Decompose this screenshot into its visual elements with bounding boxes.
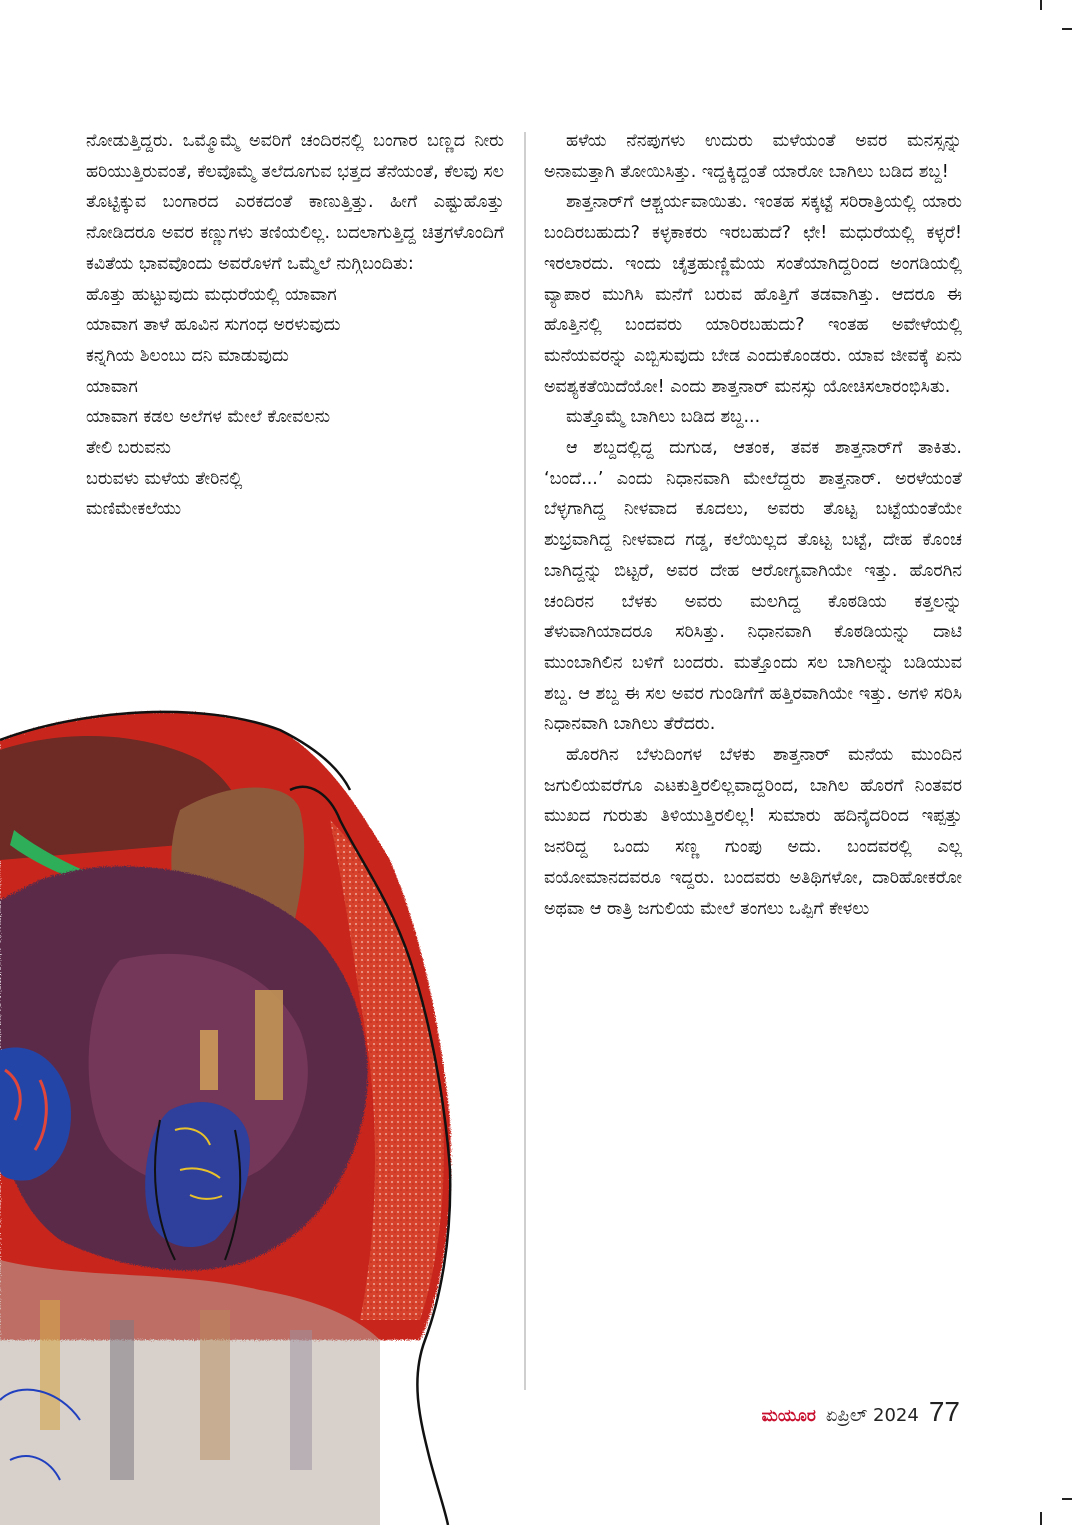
page-footer [762,1396,960,1428]
paragraph: ಆ ಶಬ್ದದಲ್ಲಿದ್ದ ದುಗುಡ, ಆತಂಕ, ತವಕ ಶಾತ್ತನಾರ್‌ಗೆ ತಾಕಿತು. ‘ಬಂದೆ...’ ಎಂದು ನಿಧಾನವಾಗಿ ಮೇಲೆದ್ದರು ಶಾತ್ತನಾರ್. ಅರಳೆಯಂತೆ ಬೆಳ್ಳಗಾಗಿದ್ದ ನೀಳವಾದ ಕೂದಲು, ಅವರು ತೊಟ್ಟ ಬಟ್ಟೆಯಂತೆಯೇ ಶುಭ್ರವಾಗಿದ್ದ ನೀಳವಾದ ಗಡ್ಡ, ಕಲೆಯಿಲ್ಲದ ತೊಟ್ಟ ಬಟ್ಟೆ, ದೇಹ ಕೊಂಚ ಬಾಗಿದ್ದನ್ನು ಬಿಟ್ಟರೆ, ಅವರ ದೇಹ ಆರೋಗ್ಯವಾಗಿಯೇ ಇತ್ತು. ಹೊರಗಿನ ಚಂದಿರನ ಬೆಳಕು ಅವರು ಮಲಗಿದ್ದ ಕೊಠಡಿಯ ಕತ್ತಲನ್ನು ತೆಳುವಾಗಿಯಾದರೂ ಸರಿಸಿತ್ತು. ನಿಧಾನವಾಗಿ ಕೊಠಡಿಯನ್ನು ದಾಟಿ ಮುಂಬಾಗಿಲಿನ ಬಳಿಗೆ ಬಂದರು. ಮತ್ತೊಂದು ಸಲ ಬಾಗಿಲನ್ನು ಬಡಿಯುವ ಶಬ್ದ. ಆ ಶಬ್ದ ಈ ಸಲ ಅವರ ಗುಂಡಿಗೆಗೆ ಹತ್ತಿರವಾಗಿಯೇ ಇತ್ತು. ಅಗಳಿ ಸರಿಸಿ ನಿಧಾನವಾಗಿ ಬಾಗಿಲು ತೆರೆದರು. [544,438,962,735]
crop-mark [1062,28,1072,30]
column-divider [524,132,526,1390]
left-text-column [86,126,504,525]
paragraph: ನೋಡುತ್ತಿದ್ದರು. ಒಮ್ಮೊಮ್ಮೆ ಅವರಿಗೆ ಚಂದಿರನಲ್ಲಿ ಬಂಗಾರ ಬಣ್ಣದ ನೀರು ಹರಿಯುತ್ತಿರುವಂತೆ, ಕೆಲವೊಮ್ಮೆ ತಲೆದೂಗುವ ಭತ್ತದ ತೆನೆಯಂತೆ, ಕೆಲವು ಸಲ ತೊಟ್ಟಿಕ್ಕುವ ಬಂಗಾರದ ಎರಕದಂತೆ ಕಾಣುತ್ತಿತ್ತು. ಹೀಗೆ ಎಷ್ಟುಹೊತ್ತು ನೋಡಿದರೂ ಅವರ ಕಣ್ಣುಗಳು ತಣಿಯಲಿಲ್ಲ. ಬದಲಾಗುತ್ತಿದ್ದ ಚಿತ್ರಗಳೊಂದಿಗೆ ಕವಿತೆಯ ಭಾವವೊಂದು ಅವರೊಳಗೆ ಒಮ್ಮೆಲೆ ನುಗ್ಗಿಬಂದಿತು: [86,131,505,274]
right-text-column [544,126,962,924]
poem-line: ತೇಲಿ ಬರುವನು [86,438,171,459]
issue-date: ಏಪ್ರಿಲ್ 2024 [825,1405,919,1426]
crop-mark [1062,1498,1072,1500]
poem-line: ಹೊತ್ತು ಹುಟ್ಟುವುದು ಮಧುರೆಯಲ್ಲಿ ಯಾವಾಗ [86,284,337,305]
paragraph: ಶಾತ್ತನಾರ್‌ಗೆ ಆಶ್ಚರ್ಯವಾಯಿತು. ಇಂತಹ ಸಕ್ಕಟ್ಟೆ ಸರಿರಾತ್ರಿಯಲ್ಲಿ ಯಾರು ಬಂದಿರಬಹುದು? ಕಳ್ಳಕಾಕರು ಇರಬಹುದೆ? ಛೇ! ಮಧುರೆಯಲ್ಲಿ ಕಳ್ಳರೆ! ಇರಲಾರದು. ಇಂದು ಚೈತ್ರಹುಣ್ಣಿಮೆಯ ಸಂತೆಯಾಗಿದ್ದರಿಂದ ಅಂಗಡಿಯಲ್ಲಿ ವ್ಯಾಪಾರ ಮುಗಿಸಿ ಮನೆಗೆ ಬರುವ ಹೊತ್ತಿಗೆ ತಡವಾಗಿತ್ತು. ಆದರೂ ಈ ಹೊತ್ತಿನಲ್ಲಿ ಬಂದವರು ಯಾರಿರಬಹುದು? ಇಂತಹ ಅವೇಳೆಯಲ್ಲಿ ಮನೆಯವರನ್ನು ಎಬ್ಬಿಸುವುದು ಬೇಡ ಎಂದುಕೊಂಡರು. ಯಾವ ಜೀವಕ್ಕೆ ಏನು ಅವಶ್ಯಕತೆಯಿದೆಯೋ! ಎಂದು ಶಾತ್ತನಾರ್ ಮನಸ್ಸು ಯೋಚಿಸಲಾರಂಭಿಸಿತು. [544,192,962,397]
crop-mark [1040,1512,1042,1525]
painting-illustration [0,700,520,1525]
poem-line: ಬರುವಳು ಮಳೆಯ ತೇರಿನಲ್ಲಿ [86,468,243,489]
paragraph: ಹೊರಗಿನ ಬೆಳುದಿಂಗಳ ಬೆಳಕು ಶಾತ್ತನಾರ್ ಮನೆಯ ಮುಂದಿನ ಜಗುಲಿಯವರೆಗೂ ಎಟಕುತ್ತಿರಲಿಲ್ಲವಾದ್ದರಿಂದ, ಬಾಗಿಲ ಹೊರಗೆ ನಿಂತವರ ಮುಖದ ಗುರುತು ತಿಳಿಯುತ್ತಿರಲಿಲ್ಲ! ಸುಮಾರು ಹದಿನೈದರಿಂದ ಇಪ್ಪತ್ತು ಜನರಿದ್ದ ಒಂದು ಸಣ್ಣ ಗುಂಪು ಅದು. ಬಂದವರಲ್ಲಿ ಎಲ್ಲ ವಯೋಮಾನದವರೂ ಇದ್ದರು. ಬಂದವರು ಅತಿಥಿಗಳೋ, ದಾರಿಹೋಕರೋ ಅಥವಾ ಆ ರಾತ್ರಿ ಜಗುಲಿಯ ಮೇಲೆ ತಂಗಲು ಒಪ್ಪಿಗೆ ಕೇಳಲು [544,745,962,919]
magazine-logo: ಮಯೂರ [761,1406,816,1426]
paragraph: ಮತ್ತೊಮ್ಮೆ ಬಾಗಿಲು ಬಡಿದ ಶಬ್ದ... [566,407,761,428]
poem-line: ಯಾವಾಗ ತಾಳೆ ಹೂವಿನ ಸುಗಂಧ ಅರಳುವುದು [86,315,341,336]
poem-line: ಕನ್ನಗಿಯ ಶಿಲಂಬು ದನಿ ಮಾಡುವುದು [86,345,289,366]
poem-line: ಮಣಿಮೇಕಲೆಯು [86,499,182,520]
poem-line: ಯಾವಾಗ ಕಡಲ ಅಲೆಗಳ ಮೇಲೆ ಕೋವಲನು [86,407,331,428]
paragraph: ಹಳೆಯ ನೆನಪುಗಳು ಉದುರು ಮಳೆಯಂತೆ ಅವರ ಮನಸ್ಸನ್ನು ಅನಾಮತ್ತಾಗಿ ತೋಯಿಸಿತ್ತು. ಇದ್ದಕ್ಕಿದ್ದಂತೆ ಯಾರೋ ಬಾಗಿಲು ಬಡಿದ ಶಬ್ದ! [544,131,962,182]
crop-mark [1040,0,1042,10]
poem-line: ಯಾವಾಗ [86,376,138,397]
page-number: 77 [928,1396,960,1427]
